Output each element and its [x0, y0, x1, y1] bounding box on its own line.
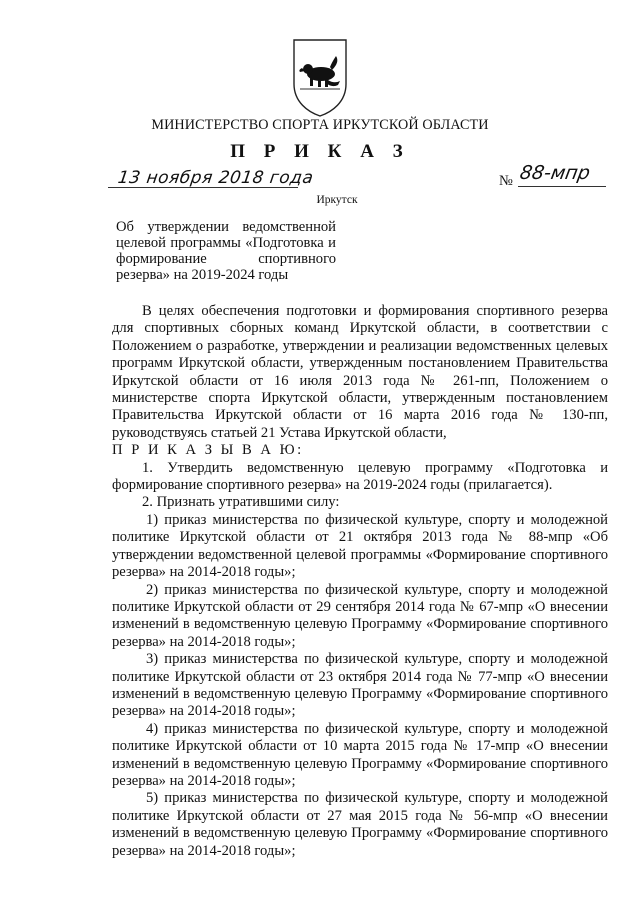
city: Иркутск — [316, 194, 358, 206]
list-item: 1) приказ министерства по физической культуре, спорту и молодежной политике Иркутской области от 21 октября 2013 года № 88-мпр «Об утверждении ведомственной целевой программы «Формирование спортивного резерва» на 2014-2018 годы»; — [112, 511, 608, 581]
ministry-name: МИНИСТЕРСТВО СПОРТА ИРКУТСКОЙ ОБЛАСТИ — [151, 117, 489, 133]
list-item: 3) приказ министерства по физической культуре, спорту и молодежной политике Иркутской области от 23 октября 2014 года № 77-мпр «О внесении изменений в ведомственную целевую Программу «Формирование спортивного резерва» на 2014-2018 годы»; — [112, 651, 608, 720]
order-number-prefix: № — [499, 173, 513, 189]
list-item: 2) приказ министерства по физической культуре, спорту и молодежной политике Иркутской области от 29 сентября 2014 года № 67-мпр «О внесении изменений в ведомственную целевую Программу «Формирование спортивного резерва» на 2014-2018 годы»; — [112, 581, 608, 650]
document-body — [112, 303, 608, 860]
point-2: 2. Признать утратившими силу: — [142, 494, 340, 511]
handwritten-date: 13 ноября 2018 года — [116, 168, 315, 188]
document-title: П Р И К А З — [230, 141, 410, 162]
list-item: 4) приказ министерства по физической культуре, спорту и молодежной политике Иркутской области от 10 марта 2015 года № 17-мпр «О внесении изменений в ведомственную целевую Программу «Формирование спортивного резерва» на 2014-2018 годы»; — [112, 720, 608, 789]
point-1: 1. Утвердить ведомственную целевую программу «Подготовка и формирование спортивного резерва» на 2019-2024 годы (прилагается). — [112, 459, 608, 494]
intro-paragraph: В целях обеспечения подготовки и формирования спортивного резерва для спортивных сборных команд Иркутской области, в соответствии с Положением о разработке, утверждении и реализации ведомственных целевых программ Иркутской области, утвержденным постановлением Правительства Иркутской области от 16 июля 2013 года № 261-пп, Положением о министерстве спорта Иркутской области, утвержденным постановлением Правительства Иркутской области от 16 марта 2016 года № 130-пп, руководствуясь статьей 21 Устава Иркутской области, — [112, 303, 608, 441]
date-underline — [108, 187, 298, 188]
coat-of-arms-icon — [288, 36, 352, 118]
list-item: 5) приказ министерства по физической культуре, спорту и молодежной политике Иркутской области от 27 мая 2015 года № 56-мпр «О внесении изменений в ведомственную целевую Программу «Формирование спортивного резерва» на 2014-2018 годы»; — [112, 790, 608, 859]
number-underline — [518, 186, 606, 187]
order-subject: Об утверждении ведомственной целевой программы «Подготовка и формирование спортивного резерва» на 2019-2024 годы — [116, 219, 336, 284]
order-word: П Р И К А З Ы В А Ю: — [112, 442, 304, 459]
handwritten-order-number: 88-мпр — [518, 162, 592, 184]
